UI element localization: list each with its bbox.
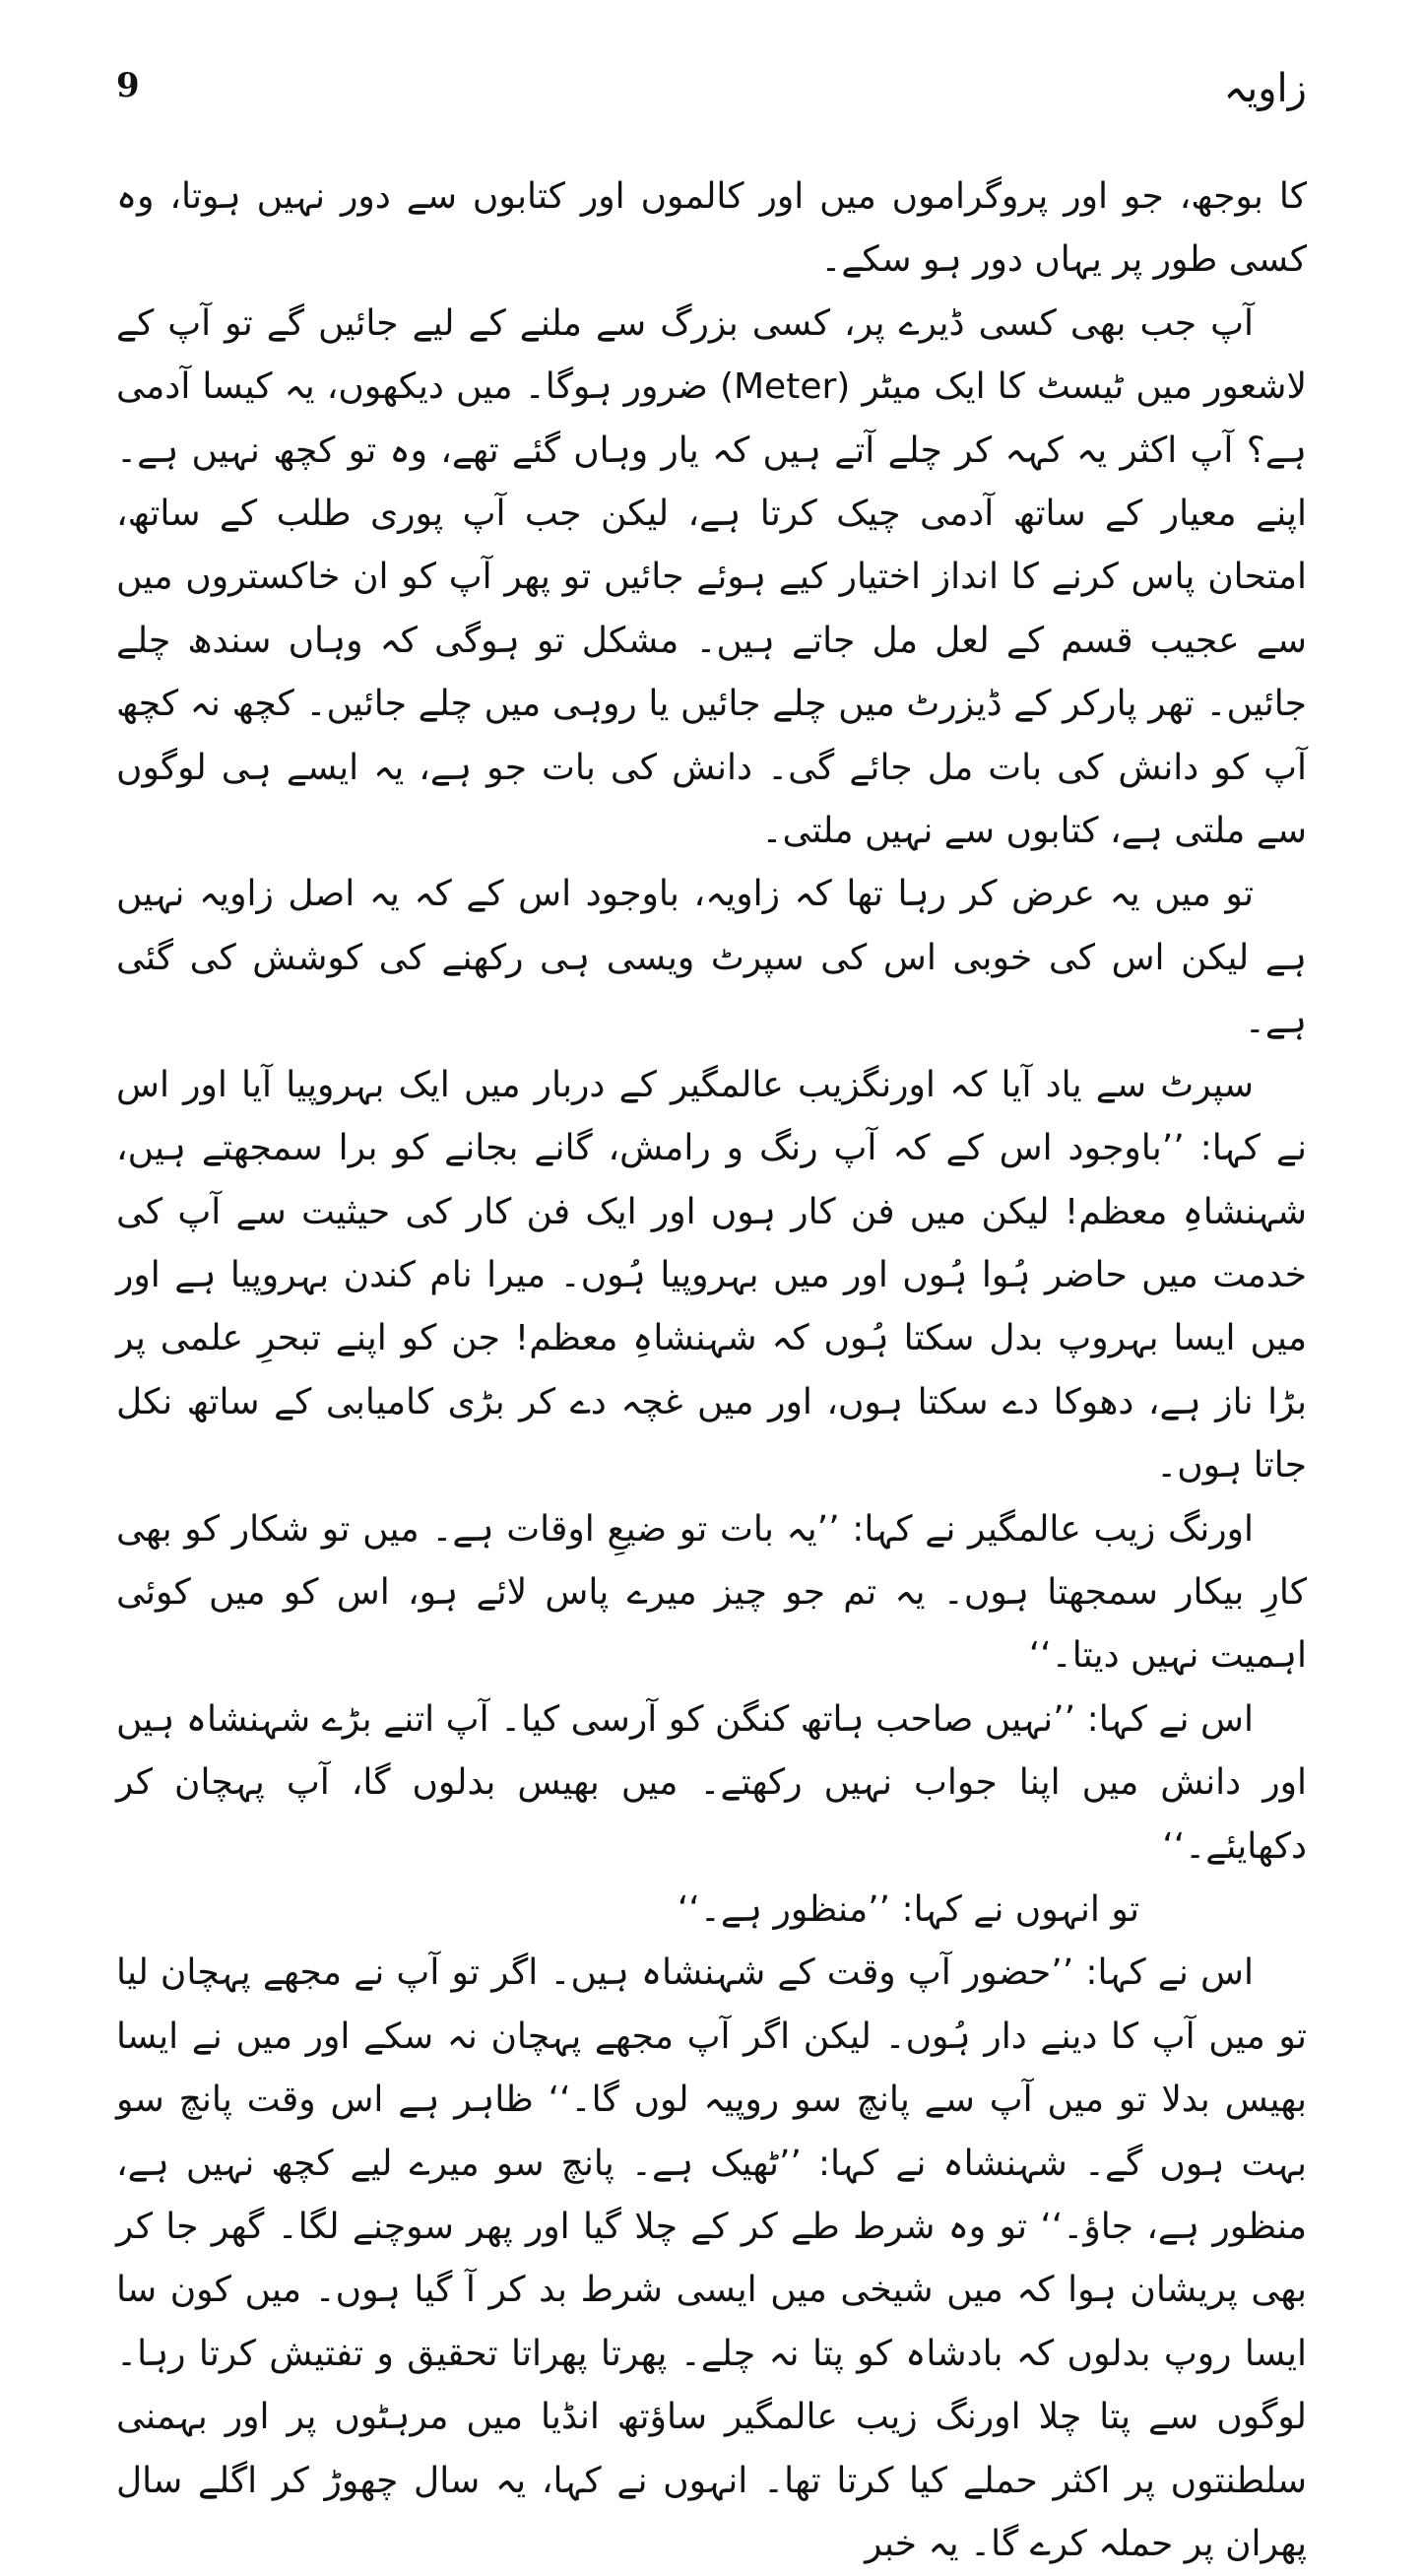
paragraph: اورنگ زیب عالمگیر نے کہا: ’’یہ بات تو ضیعِ اوقات ہے۔ میں تو شکار کو بھی کارِ بیکار سمجھتا ہوں۔ یہ تم جو چیز میرے پاس لائے ہو، اس کو میں کوئی اہمیت نہیں دیتا۔‘‘ — [116, 1508, 1307, 1677]
paragraph: تو انہوں نے کہا: ’’منظور ہے۔‘‘ — [677, 1888, 1139, 1930]
body-text — [116, 165, 1307, 2576]
paragraph: تو میں یہ عرض کر رہا تھا کہ زاویہ، باوجود اس کے کہ یہ اصل زاویہ نہیں ہے لیکن اس کی خوبی اس کی سپرٹ ویسی ہی رکھنے کی کوشش کی گئی ہے۔ — [116, 874, 1307, 1042]
running-title: زاویہ — [1223, 66, 1307, 111]
paragraph: سپرٹ سے یاد آیا کہ اورنگزیب عالمگیر کے دربار میں ایک بہروپیا آیا اور اس نے کہا: ’’باوجود اس کے کہ آپ رنگ و رامش، گانے بجانے کو برا سمجھتے ہیں، شہنشاہِ معظم! لیکن میں فن کار ہوں اور ایک فن کار کی حیثیت سے آپ کی خدمت میں حاضر ہُوا ہُوں اور میں بہروپیا ہُوں۔ میرا نام کندن بہروپیا ہے اور میں ایسا بہروپ بدل سکتا ہُوں کہ شہنشاہِ معظم! جن کو اپنے تبحرِ علمی پر بڑا ناز ہے، دھوکا دے سکتا ہوں، اور میں غچہ دے کر بڑی کامیابی کے ساتھ نکل جاتا ہوں۔ — [116, 1064, 1307, 1486]
paragraph: اس نے کہا: ’’نہیں صاحب ہاتھ کنگن کو آرسی کیا۔ آپ اتنے بڑے شہنشاہ ہیں اور دانش میں اپنا جواب نہیں رکھتے۔ میں بھیس بدلوں گا، آپ پہچان کر دکھایئے۔‘‘ — [116, 1698, 1307, 1867]
paragraph: آپ جب بھی کسی ڈیرے پر، کسی بزرگ سے ملنے کے لیے جائیں گے تو آپ کے لاشعور میں ٹیسٹ کا ایک میٹر (Meter) ضرور ہوگا۔ میں دیکھوں، یہ کیسا آدمی ہے؟ آپ اکثر یہ کہہ کر چلے آتے ہیں کہ یار وہاں گئے تھے، وہ تو کچھ نہیں ہے۔ اپنے معیار کے ساتھ آدمی چیک کرتا ہے، لیکن جب آپ پوری طلب کے ساتھ، امتحان پاس کرنے کا انداز اختیار کیے ہوئے جائیں تو پھر آپ کو ان خاکستروں میں سے عجیب قسم کے لعل مل جاتے ہیں۔ مشکل تو ہوگی کہ وہاں سندھ چلے جائیں۔ تھر پارکر کے ڈیزرٹ میں چلے جائیں یا روہی میں چلے جائیں۔ کچھ نہ کچھ آپ کو دانش کی بات مل جائے گی۔ دانش کی بات جو ہے، یہ ایسے ہی لوگوں سے ملتی ہے، کتابوں سے نہیں ملتی۔ — [116, 302, 1308, 852]
page-header — [116, 61, 1307, 130]
page-number: 9 — [116, 66, 140, 105]
paragraph: اس نے کہا: ’’حضور آپ وقت کے شہنشاہ ہیں۔ اگر تو آپ نے مجھے پہچان لیا تو میں آپ کا دینے دار ہُوں۔ لیکن اگر آپ مجھے پہچان نہ سکے اور میں نے ایسا بھیس بدلا تو میں آپ سے پانچ سو روپیہ لوں گا۔‘‘ ظاہر ہے اس وقت پانچ سو بہت ہوں گے۔ شہنشاہ نے کہا: ’’ٹھیک ہے۔ پانچ سو میرے لیے کچھ نہیں ہے، منظور ہے، جاؤ۔‘‘ تو وہ شرط طے کر کے چلا گیا اور پھر سوچنے لگا۔ گھر جا کر بھی پریشان ہوا کہ میں شیخی میں ایسی شرط بد کر آ گیا ہوں۔ میں کون سا ایسا روپ بدلوں کہ بادشاہ کو پتا نہ چلے۔ پھرتا پھراتا تحقیق و تفتیش کرتا رہا۔ لوگوں سے پتا چلا اورنگ زیب عالمگیر ساؤتھ انڈیا میں مرہٹوں پر اور بہمنی سلطنتوں پر اکثر حملے کیا کرتا تھا۔ انہوں نے کہا، یہ سال چھوڑ کر اگلے سال پھران پر حملہ کرے گا۔ یہ خبر — [116, 1952, 1307, 2565]
paragraph-continuation: کا بوجھ، جو اور پروگراموں میں اور کالموں اور کتابوں سے دور نہیں ہوتا، وہ کسی طور پر یہاں دور ہو سکے۔ — [116, 176, 1307, 281]
